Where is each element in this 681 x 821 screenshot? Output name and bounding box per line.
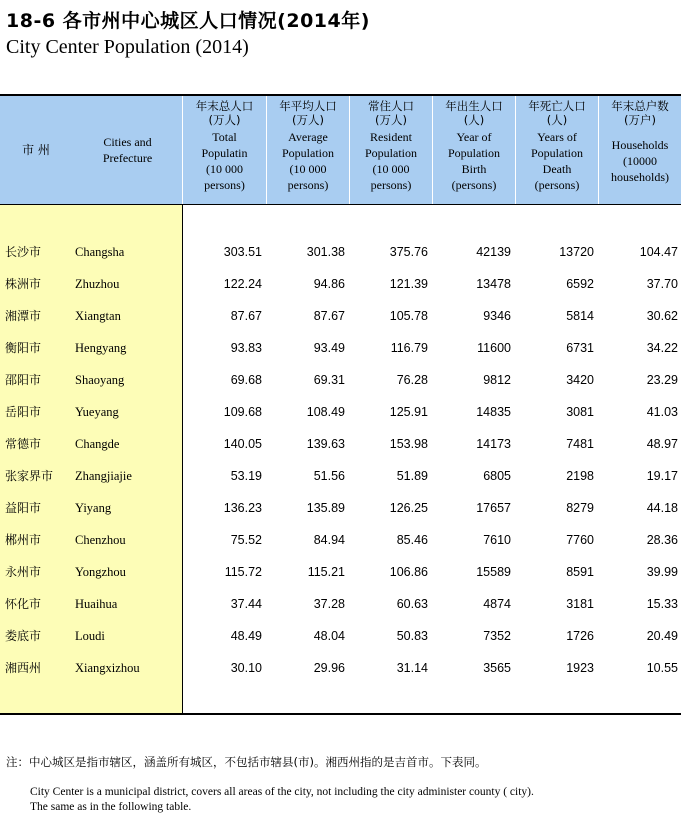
header-en-line: Populatin [201,146,248,160]
value-cell: 48.97 [646,437,678,451]
value-cell: 139.63 [306,437,345,451]
value-cell: 75.52 [230,533,262,547]
header-en-line: (10000 [623,154,657,168]
value-cell: 42139 [476,245,511,259]
city-name-cn: 衡阳市 [5,341,42,355]
value-cell: 105.78 [389,309,428,323]
value-cell: 87.67 [230,309,262,323]
header-households [599,96,681,204]
header-cn-unit: (万人) [292,113,324,127]
table-row [0,466,681,498]
value-cell: 37.28 [313,597,345,611]
header-en-line: (10 000 [289,162,327,176]
value-cell: 6731 [566,341,594,355]
value-cell: 20.49 [646,629,678,643]
value-cell: 7481 [566,437,594,451]
value-cell: 14835 [476,405,511,419]
value-cell: 104.47 [639,245,678,259]
value-cell: 1726 [566,629,594,643]
city-name-en: Changsha [75,245,125,259]
value-cell: 69.31 [313,373,345,387]
header-cn-line: 年死亡人口 [528,99,586,113]
city-name-cn: 长沙市 [5,245,42,259]
header-resident-population [350,96,432,204]
value-cell: 15.33 [646,597,678,611]
population-table [0,94,681,715]
value-cell: 3081 [566,405,594,419]
value-cell: 9346 [483,309,511,323]
city-name-en: Xiangtan [75,309,121,323]
city-name-cn: 张家界市 [5,469,54,483]
header-en-line: persons) [370,178,412,192]
value-cell: 23.29 [646,373,678,387]
value-cell: 303.51 [223,245,262,259]
header-city-cn [0,96,72,204]
value-cell: 13720 [559,245,594,259]
table-row [0,658,681,690]
value-cell: 94.86 [313,277,345,291]
header-cn-unit: (人) [546,113,568,127]
value-cell: 2198 [566,469,594,483]
value-cell: 8279 [566,501,594,515]
header-births [433,96,515,204]
header-cn-line: 年出生人口 [445,99,503,113]
value-cell: 122.24 [223,277,262,291]
city-name-en: Shaoyang [75,373,125,387]
value-cell: 28.36 [646,533,678,547]
header-total-population [183,96,266,204]
value-cell: 3420 [566,373,594,387]
city-name-cn: 株洲市 [5,277,42,291]
value-cell: 6592 [566,277,594,291]
value-cell: 135.89 [306,501,345,515]
header-average-population [267,96,349,204]
title-english: City Center Population (2014) [6,36,249,58]
value-cell: 48.49 [230,629,262,643]
city-name-cn: 益阳市 [5,501,42,515]
header-city-en-line: Prefecture [102,151,153,165]
city-name-en: Changde [75,437,120,451]
value-cell: 30.10 [230,661,262,675]
value-cell: 3565 [483,661,511,675]
city-name-cn: 湘西州 [5,661,42,675]
value-cell: 153.98 [389,437,428,451]
header-en-line: Average [288,130,328,144]
value-cell: 136.23 [223,501,262,515]
value-cell: 84.94 [313,533,345,547]
header-en-line: (persons) [534,178,580,192]
header-en-line: Population [530,146,583,160]
header-cn-unit: (万人) [375,113,407,127]
value-cell: 93.49 [313,341,345,355]
header-en-line: Population [447,146,500,160]
city-name-en: Zhangjiajie [75,469,132,483]
value-cell: 48.04 [313,629,345,643]
note-english [30,785,534,815]
value-cell: 7610 [483,533,511,547]
value-cell: 115.72 [224,565,262,579]
city-name-cn: 永州市 [5,565,42,579]
city-name-en: Chenzhou [75,533,126,547]
value-cell: 29.96 [313,661,345,675]
value-cell: 37.44 [230,597,262,611]
city-name-cn: 岳阳市 [5,405,42,419]
note-english-line: The same as in the following table. [30,801,192,813]
header-en-line: Death [542,162,572,176]
value-cell: 125.91 [389,405,428,419]
value-cell: 34.22 [646,341,678,355]
value-cell: 116.79 [390,341,428,355]
value-cell: 1923 [566,661,594,675]
value-cell: 93.83 [230,341,262,355]
header-city-en [80,96,175,204]
header-en-line: Year of [456,130,492,144]
value-cell: 41.03 [646,405,678,419]
city-name-cn: 常德市 [5,437,42,451]
value-cell: 60.63 [396,597,428,611]
table-row [0,370,681,402]
value-cell: 106.86 [389,565,428,579]
city-name-cn: 怀化市 [5,597,42,611]
city-name-en: Yongzhou [75,565,126,579]
value-cell: 11600 [477,341,511,355]
header-en-line: (persons) [451,178,497,192]
header-en-line: Population [281,146,334,160]
value-cell: 50.83 [396,629,428,643]
header-cn-line: 年末总户数 [611,99,669,113]
value-cell: 13478 [476,277,511,291]
city-name-en: Yueyang [75,405,119,419]
value-cell: 39.99 [646,565,678,579]
header-cn-line: 常住人口 [368,99,414,113]
table-row [0,594,681,626]
header-en-line: persons) [204,178,245,192]
value-cell: 4874 [483,597,511,611]
header-en-line: (10 000 [372,162,410,176]
header-deaths [516,96,598,204]
header-en-line: Total [212,130,237,144]
value-cell: 15589 [476,565,511,579]
value-cell: 10.55 [646,661,678,675]
value-cell: 301.38 [306,245,345,259]
header-en-line: persons) [287,178,329,192]
note-english-line: City Center is a municipal district, covers all areas of the city, not including the city administer county ( city). [30,786,534,798]
value-cell: 108.49 [306,405,345,419]
table-row [0,274,681,306]
header-en-line: Population [364,146,417,160]
value-cell: 8591 [566,565,594,579]
header-en-line: Households [611,138,669,152]
table-row [0,338,681,370]
city-name-en: Xiangxizhou [75,661,140,675]
header-bottom-rule [0,204,681,205]
header-cn-line: 年平均人口 [279,99,337,113]
value-cell: 6805 [483,469,511,483]
header-cn-unit: (万户) [624,113,656,127]
header-en-line: households) [611,170,669,184]
header-en-line: Birth [461,162,487,176]
table-row [0,530,681,562]
header-cn-unit: (人) [463,113,485,127]
value-cell: 7352 [483,629,511,643]
header-cn-line: 年末总人口 [195,99,254,113]
city-name-en: Huaihua [75,597,118,611]
value-cell: 51.56 [313,469,345,483]
value-cell: 76.28 [396,373,428,387]
value-cell: 30.62 [646,309,678,323]
city-name-cn: 湘潭市 [5,309,42,323]
value-cell: 126.25 [389,501,428,515]
value-cell: 53.19 [230,469,262,483]
value-cell: 19.17 [646,469,678,483]
value-cell: 69.68 [230,373,262,387]
table-row [0,306,681,338]
table-row [0,498,681,530]
city-name-en: Loudi [75,629,105,643]
table-row [0,402,681,434]
value-cell: 44.18 [646,501,678,515]
table-row [0,242,681,274]
city-name-en: Yiyang [75,501,112,515]
city-name-cn: 娄底市 [5,629,42,643]
value-cell: 115.21 [307,565,345,579]
value-cell: 87.67 [313,309,345,323]
value-cell: 7760 [566,533,594,547]
value-cell: 14173 [476,437,511,451]
city-name-en: Zhuzhou [75,277,120,291]
value-cell: 3181 [566,597,594,611]
value-cell: 31.14 [396,661,428,675]
city-name-cn: 郴州市 [5,533,42,547]
value-cell: 375.76 [389,245,428,259]
header-city-en-line: Cities and [103,135,152,149]
city-name-cn: 邵阳市 [5,373,42,387]
table-bottom-rule [0,713,681,715]
header-en-line: Resident [370,130,412,144]
table-row [0,562,681,594]
header-en-line: (10 000 [206,162,243,176]
title-chinese: 18-6 各市州中心城区人口情况(2014年) [6,10,370,32]
header-city-cn-label: 市 州 [22,143,50,157]
value-cell: 37.70 [646,277,678,291]
value-cell: 85.46 [396,533,428,547]
value-cell: 17657 [476,501,511,515]
note-chinese: 注：中心城区是指市辖区，涵盖所有城区，不包括市辖县(市)。湘西州指的是吉首市。下表同。 [6,755,487,769]
table-row [0,434,681,466]
value-cell: 51.89 [396,469,428,483]
header-en-line: Years of [537,130,577,144]
value-cell: 9812 [483,373,511,387]
value-cell: 140.05 [223,437,262,451]
value-cell: 121.39 [389,277,428,291]
value-cell: 109.68 [223,405,262,419]
city-name-en: Hengyang [75,341,127,355]
header-cn-unit: (万人) [208,113,241,127]
table-row [0,626,681,658]
value-cell: 5814 [566,309,594,323]
